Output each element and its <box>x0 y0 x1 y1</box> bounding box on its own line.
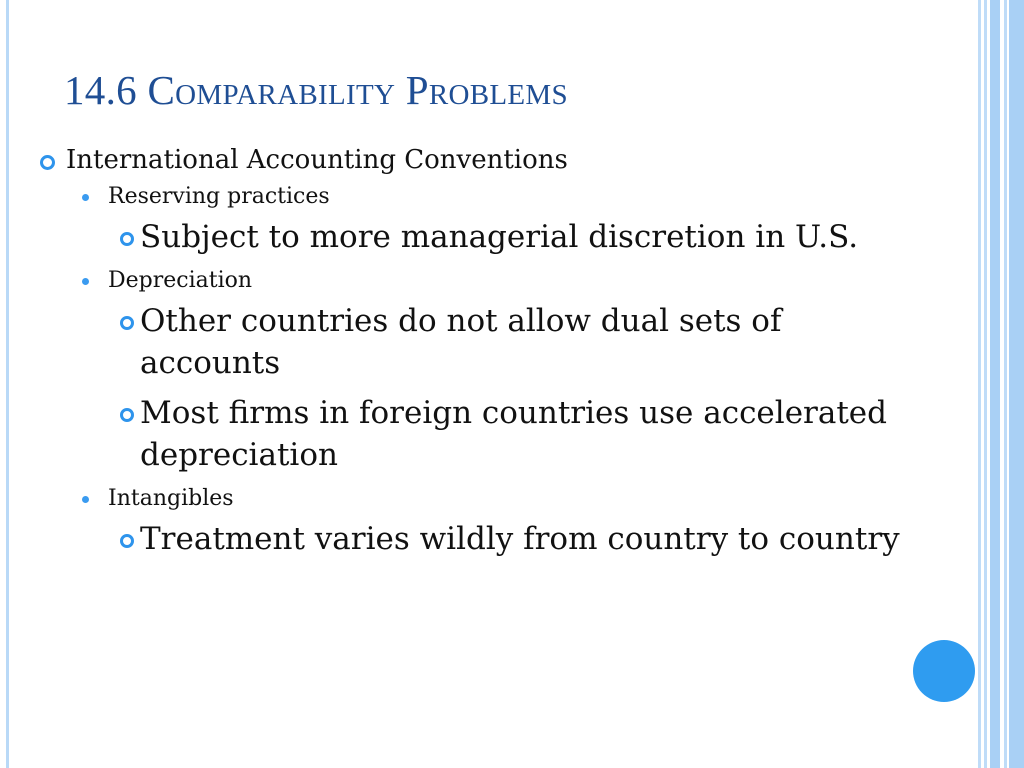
ring-bullet-icon <box>120 408 134 422</box>
bullet-text: Subject to more managerial discretion in U.S. <box>140 219 859 255</box>
dot-bullet-icon <box>82 194 89 201</box>
bullet-level-3 <box>36 300 976 384</box>
ring-bullet-icon <box>120 316 134 330</box>
bullet-text: Treatment varies wildly from country to country <box>140 521 900 557</box>
stripe <box>1009 0 1024 768</box>
bullet-text: Intangibles <box>108 486 234 511</box>
dot-bullet-icon <box>82 278 89 285</box>
slide-title: 14.6 Comparability Problems <box>64 67 568 113</box>
bullet-text: International Accounting Conventions <box>66 145 568 175</box>
bullet-level-3 <box>36 518 976 560</box>
dot-bullet-icon <box>82 496 89 503</box>
slide-body <box>36 142 976 568</box>
ring-bullet-icon <box>120 232 134 246</box>
bullet-level-2 <box>36 484 976 514</box>
bullet-text: Reserving practices <box>108 184 330 209</box>
ring-bullet-icon <box>120 534 134 548</box>
bullet-text: Other countries do not allow dual sets of accounts <box>140 303 782 381</box>
bullet-text: Depreciation <box>108 268 253 293</box>
decorative-circle <box>913 640 975 702</box>
bullet-level-3 <box>36 216 976 258</box>
left-border-line <box>6 0 9 768</box>
bullet-level-1 <box>36 142 976 178</box>
stripe <box>978 0 981 768</box>
stripe <box>990 0 1000 768</box>
stripe <box>1004 0 1007 768</box>
stripe <box>984 0 987 768</box>
bullet-level-3 <box>36 392 976 476</box>
right-decorative-stripes <box>978 0 1024 768</box>
ring-bullet-icon <box>40 155 55 170</box>
bullet-text: Most firms in foreign countries use accelerated depreciation <box>140 395 887 473</box>
bullet-level-2 <box>36 266 976 296</box>
bullet-level-2 <box>36 182 976 212</box>
